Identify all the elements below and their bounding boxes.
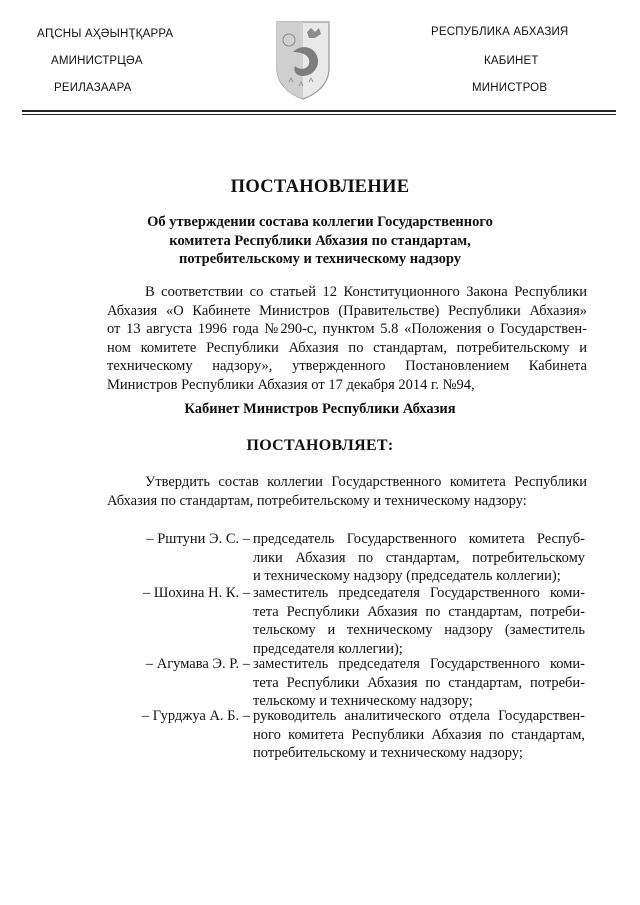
subject-line: потребительскому и техническому надзору: [178, 251, 462, 267]
decision-paragraph: [107, 473, 587, 510]
member-role-line: заместитель председателя Государственного коми-: [253, 656, 585, 672]
member-name: – Рштуни Э. С. –: [146, 531, 250, 547]
preamble-line: техническому надзору», утвержденного Постановлением Кабинета: [107, 358, 587, 374]
member-role: [253, 530, 585, 586]
issuing-body: Кабинет Министров Республики Абхазия: [184, 401, 456, 417]
member-role: [253, 655, 585, 711]
member-role-line: заместитель председателя Государственного коми-: [253, 585, 585, 601]
member-role-line: тельскому и техническому надзору;: [253, 693, 473, 709]
header-right-line-2: КАБИНЕТ: [484, 55, 539, 67]
decision-line: Абхазия по стандартам, потребительскому и техническому надзору:: [107, 492, 527, 509]
coat-of-arms-emblem: [273, 20, 333, 100]
member-role-line: тета Республики Абхазия по стандартам, потреби-: [253, 603, 585, 620]
member-role-line: руководитель аналитического отдела Государствен-: [253, 708, 585, 724]
subject-line: комитета Республики Абхазия по стандартам,: [169, 232, 471, 249]
preamble-line: Абхазия «О Кабинете Министров (Правительстве) Республики Абхазия»: [107, 302, 587, 319]
member-name: – Гурджуа А. Б. –: [141, 708, 250, 724]
header-left-line-3: РЕИЛАЗААРА: [54, 82, 132, 94]
header-left-line-1: АԤСНЫ АҲӘЫНҬҚАРРА: [37, 28, 174, 40]
member-role-line: ного комитета Республики Абхазия по стандартам,: [253, 726, 585, 743]
member-name: – Агумава Э. Р. –: [145, 656, 250, 672]
member-role: [253, 707, 585, 763]
member-role-line: тельскому и техническому надзору (заместитель: [253, 622, 585, 638]
member-role-line: председателя коллегии);: [253, 640, 403, 657]
preamble-line: В соответствии со статьей 12 Конституционного Закона Республики: [145, 284, 587, 300]
member-name: – Шохина Н. К. –: [142, 585, 250, 601]
member-role-line: председатель Государственного комитета Респуб-: [253, 531, 585, 547]
document-title: ПОСТАНОВЛЕНИЕ: [230, 177, 410, 197]
member-role-line: и техническому надзору (председатель коллегии);: [253, 568, 561, 584]
header-rule-thin: [22, 114, 616, 115]
member-role-line: тета Республики Абхазия по стандартам, потреби-: [253, 674, 585, 691]
header-right-line-1: РЕСПУБЛИКА АБХАЗИЯ: [431, 26, 569, 38]
member-role: [253, 584, 585, 658]
header-left-line-2: АМИНИСТРЦӘА: [51, 55, 143, 67]
member-role-line: потребительскому и техническому надзору;: [253, 745, 523, 761]
preamble-line: Министров Республики Абхазия от 17 декабря 2014 г. №94,: [107, 376, 475, 393]
header-right-line-3: МИНИСТРОВ: [472, 82, 548, 94]
preamble-paragraph: [107, 283, 587, 394]
preamble-line: от 13 августа 1996 года №290-с, пунктом 5.8 «Положения о Государствен-: [107, 321, 587, 337]
header-rule-thick: [22, 110, 616, 112]
preamble-line: ном комитете Республики Абхазия по стандартам, потребительскому и: [107, 339, 587, 356]
resolves-heading: ПОСТАНОВЛЯЕТ:: [246, 437, 394, 454]
decision-line: Утвердить состав коллегии Государственного комитета Республики: [145, 474, 587, 490]
member-role-line: лики Абхазия по стандартам, потребительскому: [253, 549, 585, 566]
subject-line: Об утверждении состава коллегии Государственного: [147, 214, 493, 230]
document-subject: [120, 213, 520, 269]
